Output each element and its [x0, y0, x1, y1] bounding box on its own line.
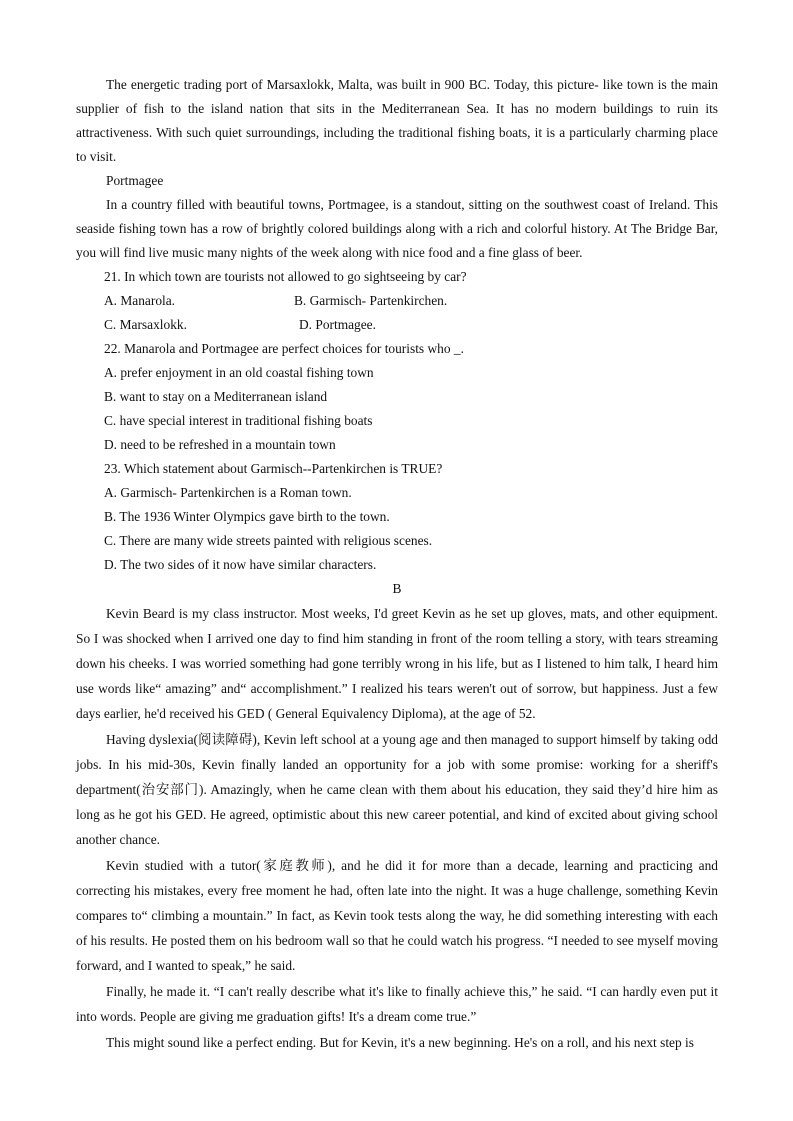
- portmagee-paragraph: In a country filled with beautiful towns, Portmagee, is a standout, sitting on the southwest coast of Ireland. This seaside fishing town has a row of brightly colored buildings along with a rich and colorful history. At The Bridge Bar, you will find live music many nights of the week along with nice food and a fine glass of beer.: [76, 197, 718, 260]
- portmagee-heading: Portmagee: [106, 173, 164, 188]
- question-23-option-d: D. The two sides of it now have similar characters.: [104, 557, 377, 572]
- question-21-options-row-1: [76, 289, 718, 313]
- question-21-stem: 21. In which town are tourists not allowed to go sightseeing by car?: [104, 269, 467, 284]
- section-b-passage: [76, 601, 718, 1055]
- marsaxlokk-paragraph: The energetic trading port of Marsaxlokk, Malta, was built in 900 BC. Today, this picture- like town is the main supplier of fish to the island nation that sits in the Mediterranean Sea. It has no modern buildings to ruin its attractiveness. With such quiet surroundings, including the traditional fishing boats, it is a particularly charming place to visit.: [76, 77, 718, 164]
- question-22-option-b: B. want to stay on a Mediterranean island: [104, 389, 328, 404]
- question-21-option-a: A. Manarola.: [104, 293, 176, 308]
- passage-b-paragraph-3: Kevin studied with a tutor(家庭教师), and he did it for more than a decade, learning and practicing and correcting his mistakes, every free moment he had, often late into the night. It was a huge challenge, something Kevin compares to“ climbing a mountain.” In fact, as Kevin took tests along the way, he did something interesting with each of his results. He posted them on his bedroom wall so that he could watch his progress. “I needed to see myself moving forward, and I wanted to speak,” he said.: [76, 858, 718, 973]
- passage-b-paragraph-1: Kevin Beard is my class instructor. Most weeks, I'd greet Kevin as he set up gloves, mats, and other equipment. So I was shocked when I arrived one day to find him standing in front of the room telling a story, with tears streaming down his cheeks. I was worried something had gone terribly wrong in his life, but as I listened to him talk, I heard him use words like“ amazing” and“ accomplishment.” I realized his tears weren't out of sorrow, but happiness. Just a few days earlier, he'd received his GED ( General Equivalency Diploma), at the age of 52.: [76, 606, 718, 721]
- question-21-options-row-2: [76, 313, 718, 337]
- question-23-option-b: B. The 1936 Winter Olympics gave birth to the town.: [104, 509, 390, 524]
- question-21-option-d: D. Portmagee.: [299, 317, 376, 332]
- document-page: [76, 73, 718, 1056]
- passage-b-paragraph-4: Finally, he made it. “I can't really describe what it's like to finally achieve this,” he said. “I can hardly even put it into words. People are giving me graduation gifts! It's a dream come true.”: [76, 984, 718, 1024]
- question-23-stem: 23. Which statement about Garmisch--Partenkirchen is TRUE?: [104, 461, 443, 476]
- question-22-stem: 22. Manarola and Portmagee are perfect choices for tourists who _.: [104, 341, 464, 356]
- question-21-option-b: B. Garmisch- Partenkirchen.: [294, 293, 448, 308]
- passage-b-paragraph-2: Having dyslexia(阅读障碍), Kevin left school at a young age and then managed to support himself by taking odd jobs. In his mid-30s, Kevin finally landed an opportunity for a job with some promise: working for a sheriff's department(治安部门). Amazingly, when he came clean with them about his education, they said they’d hire him as long as he got his GED. He agreed, optimistic about this new career potential, and kind of excited about giving school another chance.: [76, 732, 718, 847]
- question-22-option-c: C. have special interest in traditional fishing boats: [104, 413, 373, 428]
- question-22-option-d: D. need to be refreshed in a mountain town: [104, 437, 336, 452]
- question-23-option-a: A. Garmisch- Partenkirchen is a Roman town.: [104, 485, 352, 500]
- section-b-label: B: [392, 581, 402, 596]
- question-22-option-a: A. prefer enjoyment in an old coastal fishing town: [104, 365, 374, 380]
- passage-b-paragraph-5: This might sound like a perfect ending. But for Kevin, it's a new beginning. He's on a roll, and his next step is: [106, 1035, 694, 1050]
- question-21-option-c: C. Marsaxlokk.: [104, 317, 187, 332]
- question-23-option-c: C. There are many wide streets painted with religious scenes.: [104, 533, 433, 548]
